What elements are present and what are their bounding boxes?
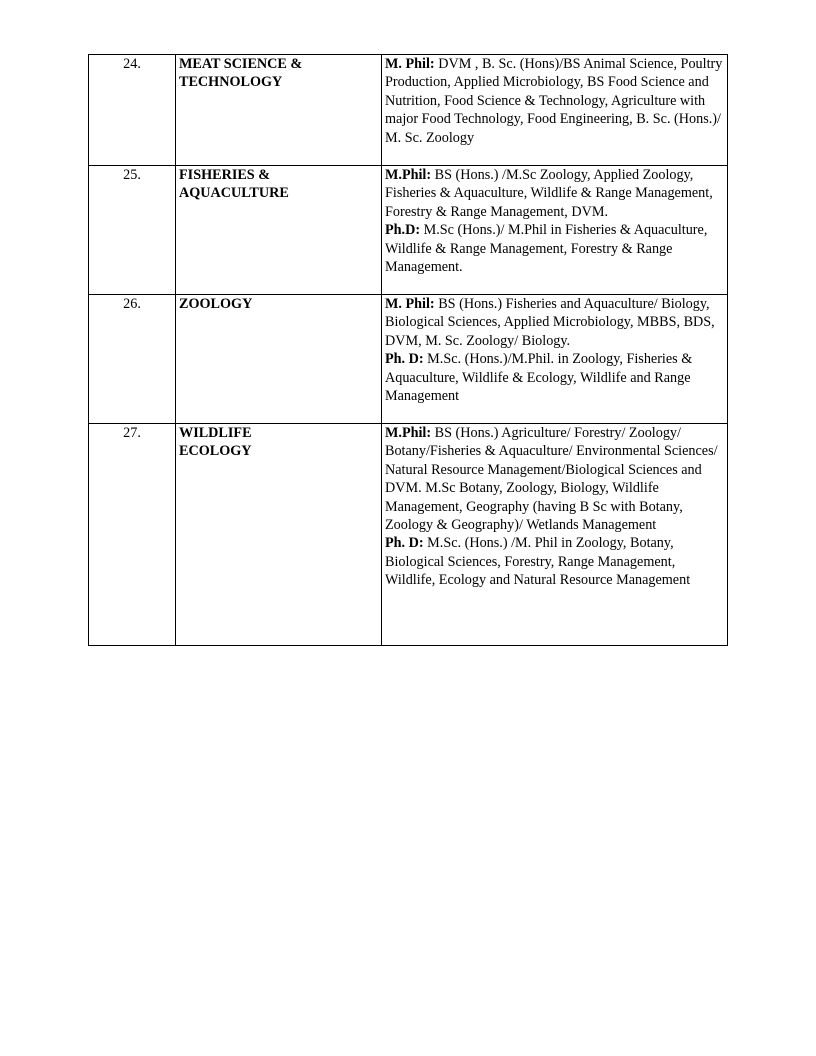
degree-label: M. Phil: [385, 56, 435, 72]
eligibility-entry [385, 166, 724, 221]
discipline-name: MEAT SCIENCE & [179, 56, 303, 72]
discipline-name: AQUACULTURE [179, 185, 289, 202]
eligibility-cell [382, 295, 728, 424]
eligibility-cell [382, 424, 728, 646]
discipline-name: TECHNOLOGY [179, 74, 283, 91]
eligibility-entry [385, 534, 724, 589]
eligibility-text: M.Sc. (Hons.)/M.Phil. in Zoology, Fisheries & Aquaculture, Wildlife & Ecology, Wildlife and Range Management [385, 351, 693, 405]
eligibility-text: BS (Hons.) /M.Sc Zoology, Applied Zoology, Fisheries & Aquaculture, Wildlife & Range Management, Forestry & Range Management, DVM. [385, 167, 713, 220]
table-row [89, 166, 728, 295]
discipline-name: ECOLOGY [179, 443, 252, 460]
row-number: 24. [89, 55, 176, 166]
degree-label: Ph. D: [385, 535, 424, 552]
row-number: 26. [89, 295, 176, 424]
discipline-cell [176, 424, 382, 646]
row-number: 25. [89, 166, 176, 295]
eligibility-entry [385, 295, 724, 350]
eligibility-text: BS (Hons.) Fisheries and Aquaculture/ Biology, Biological Sciences, Applied Microbiology, MBBS, BDS, DVM, M. Sc. Zoology/ Biology. [385, 296, 715, 349]
degree-label: Ph.D: [385, 222, 421, 239]
table-row [89, 55, 728, 166]
eligibility-text: DVM , B. Sc. (Hons)/BS Animal Science, Poultry Production, Applied Microbiology, BS Food Science and Nutrition, Food Science & Technology, Agriculture with major Food Technology, Food Engineering, B. Sc. (Hons.)/ M. Sc. Zoology [385, 56, 723, 146]
table-row [89, 424, 728, 646]
eligibility-entry [385, 350, 724, 405]
eligibility-entry [385, 221, 724, 276]
row-number: 27. [89, 424, 176, 646]
programs-table [88, 54, 728, 646]
discipline-name: ZOOLOGY [179, 296, 253, 312]
eligibility-text: M.Sc. (Hons.) /M. Phil in Zoology, Botany, Biological Sciences, Forestry, Range Management, Wildlife, Ecology and Natural Resource Management [385, 535, 691, 589]
discipline-cell [176, 166, 382, 295]
eligibility-text: BS (Hons.) Agriculture/ Forestry/ Zoology/ Botany/Fisheries & Aquaculture/ Environmental Sciences/ Natural Resource Management/Biological Sciences and DVM. M.Sc Botany, Zoology, Biology, Wildlife Management, Geography (having B Sc with Botany, Zoology & Geography)/ Wetlands Management [385, 425, 718, 534]
table-row [89, 295, 728, 424]
discipline-cell [176, 55, 382, 166]
degree-label: M.Phil: [385, 425, 432, 441]
eligibility-cell [382, 166, 728, 295]
degree-label: M. Phil: [385, 296, 435, 312]
discipline-cell [176, 295, 382, 424]
discipline-name: WILDLIFE [179, 425, 252, 441]
discipline-name: FISHERIES & [179, 167, 271, 183]
degree-label: M.Phil: [385, 167, 432, 183]
eligibility-entry [385, 424, 724, 534]
eligibility-cell [382, 55, 728, 166]
degree-label: Ph. D: [385, 351, 424, 368]
eligibility-text: M.Sc (Hons.)/ M.Phil in Fisheries & Aquaculture, Wildlife & Range Management, Forestry & Range Management. [385, 222, 708, 276]
eligibility-entry [385, 55, 724, 147]
